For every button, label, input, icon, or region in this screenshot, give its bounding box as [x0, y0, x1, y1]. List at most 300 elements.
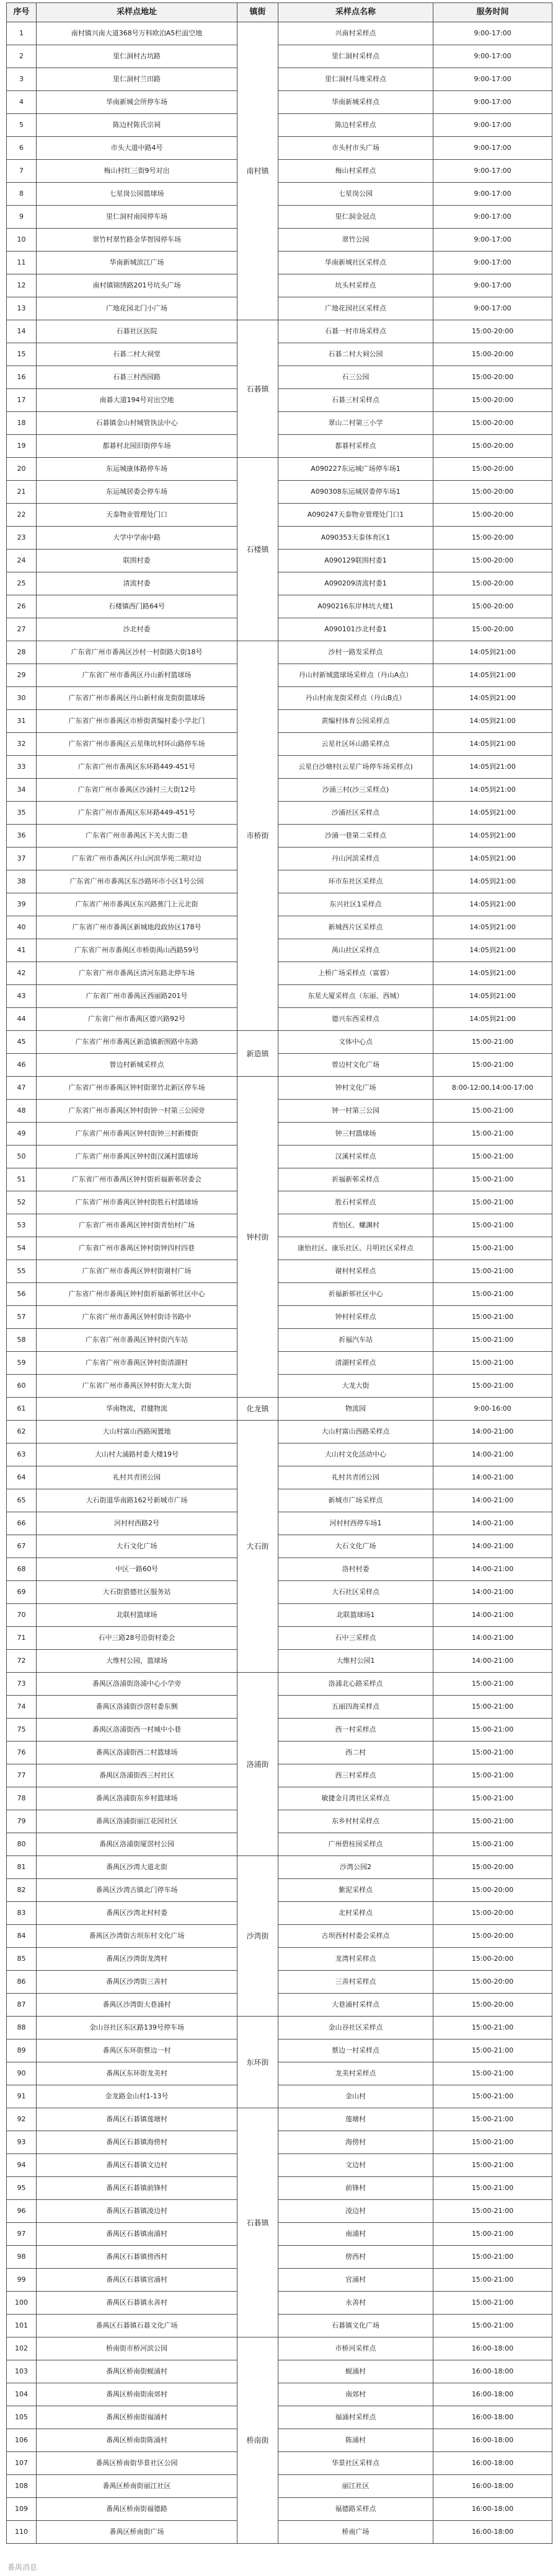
cell-site-name: 祈福新邨社区中心	[278, 1283, 433, 1306]
cell-town: 化龙镇	[237, 1398, 278, 1421]
cell-index: 76	[7, 1741, 37, 1764]
cell-site-name: A090353天泰体育区1	[278, 527, 433, 550]
cell-index: 9	[7, 206, 37, 229]
cell-service-time: 9:00-17:00	[433, 206, 552, 229]
table-row	[7, 137, 552, 160]
cell-address: 广东省广州市番禺区钟村街汽车站	[37, 1329, 237, 1352]
cell-address: 广东省广州市番禺区德兴路92号	[37, 1008, 237, 1031]
table-row	[7, 756, 552, 779]
table-row	[7, 848, 552, 870]
cell-index: 1	[7, 22, 37, 45]
cell-site-name: 坑头村采样点	[278, 274, 433, 297]
cell-address: 中区一路60号	[37, 1558, 237, 1581]
table-row	[7, 206, 552, 229]
cell-service-time: 15:00-21:00	[433, 1329, 552, 1352]
table-row	[7, 2337, 552, 2360]
table-row	[7, 1031, 552, 1054]
cell-index: 61	[7, 1398, 37, 1421]
cell-address: 番禺区沙湾街龙湾村	[37, 1948, 237, 1971]
cell-site-name: 五丽四海采样点	[278, 1696, 433, 1719]
table-row	[7, 550, 552, 572]
table-row	[7, 68, 552, 91]
table-row	[7, 1535, 552, 1558]
cell-site-name: 华南新城采样点	[278, 91, 433, 114]
cell-service-time: 15:00-21:00	[433, 2154, 552, 2177]
table-row	[7, 1810, 552, 1833]
table-row	[7, 45, 552, 68]
cell-index: 106	[7, 2429, 37, 2452]
cell-index: 89	[7, 2039, 37, 2062]
table-row	[7, 1398, 552, 1421]
table-row	[7, 1489, 552, 1512]
cell-service-time: 15:00-20:00	[433, 481, 552, 504]
table-row	[7, 939, 552, 962]
cell-index: 18	[7, 412, 37, 435]
cell-address: 广东省广州市番禺区钟村街翠竹北新区停车场	[37, 1077, 237, 1100]
cell-site-name: 翠山二村第三小学	[278, 412, 433, 435]
cell-service-time: 15:00-21:00	[433, 2315, 552, 2337]
cell-site-name: 西一村采样点	[278, 1719, 433, 1741]
cell-service-time: 14:05到21:00	[433, 664, 552, 687]
cell-site-name: 龙美村采样点	[278, 2062, 433, 2085]
cell-site-name: 新城市广场采样点	[278, 1489, 433, 1512]
cell-service-time: 14:00-21:00	[433, 1581, 552, 1604]
cell-index: 48	[7, 1100, 37, 1123]
cell-site-name: 曾边村文化广场	[278, 1054, 433, 1077]
cell-index: 5	[7, 114, 37, 137]
cell-address: 广东省广州市番禺区沙涌村三大街12号	[37, 779, 237, 802]
cell-site-name: 东兴社区1采样点	[278, 893, 433, 916]
cell-site-name: 莲塘村	[278, 2108, 433, 2131]
table-row	[7, 779, 552, 802]
cell-site-name: 永善村	[278, 2292, 433, 2315]
table-row	[7, 916, 552, 939]
table-row	[7, 2452, 552, 2475]
table-row	[7, 2108, 552, 2131]
cell-service-time: 14:05到21:00	[433, 848, 552, 870]
cell-site-name: 新城西片区采样点	[278, 916, 433, 939]
table-row	[7, 2383, 552, 2406]
sampling-points-document	[6, 2, 552, 2544]
cell-address: 广东省广州市番禺区钟村街祈福新邨居委会	[37, 1168, 237, 1191]
cell-site-name: 前锋村	[278, 2177, 433, 2200]
cell-service-time: 16:00-18:00	[433, 2498, 552, 2521]
cell-site-name: 沙涌三村(沙三采样点)	[278, 779, 433, 802]
cell-service-time: 9:00-17:00	[433, 297, 552, 320]
cell-index: 33	[7, 756, 37, 779]
cell-site-name: 金山谷社区采样点	[278, 2017, 433, 2039]
cell-site-name: 傍西村	[278, 2246, 433, 2269]
cell-site-name: 陈边村采样点	[278, 114, 433, 137]
cell-address: 番禺区洛浦街西二村篮球场	[37, 1741, 237, 1764]
cell-index: 52	[7, 1191, 37, 1214]
cell-index: 70	[7, 1604, 37, 1627]
cell-address: 广东省广州市番禺区钟村街胜石村篮球场	[37, 1191, 237, 1214]
cell-index: 15	[7, 343, 37, 366]
table-body	[7, 22, 552, 2544]
cell-index: 63	[7, 1444, 37, 1466]
table-row	[7, 1673, 552, 1696]
cell-index: 86	[7, 1971, 37, 1994]
cell-index: 3	[7, 68, 37, 91]
cell-address: 番禺区东环街龙美村	[37, 2062, 237, 2085]
cell-site-name: 北村采样点	[278, 1902, 433, 1925]
cell-service-time: 14:05到21:00	[433, 825, 552, 848]
cell-site-name: 丽江社区	[278, 2475, 433, 2498]
cell-service-time: 14:00-21:00	[433, 1466, 552, 1489]
table-row	[7, 229, 552, 252]
cell-service-time: 15:00-20:00	[433, 320, 552, 343]
cell-index: 36	[7, 825, 37, 848]
cell-index: 58	[7, 1329, 37, 1352]
cell-address: 金龙路金山村1-13号	[37, 2085, 237, 2108]
cell-address: 番禺区洛浦街西三村社区	[37, 1764, 237, 1787]
header-address: 采样点地址	[37, 3, 237, 22]
cell-site-name: 华景社区采样点	[278, 2452, 433, 2475]
cell-service-time: 15:00-21:00	[433, 2017, 552, 2039]
cell-service-time: 15:00-21:00	[433, 1123, 552, 1146]
table-row	[7, 595, 552, 618]
table-row	[7, 1604, 552, 1627]
table-row	[7, 870, 552, 893]
cell-service-time: 9:00-17:00	[433, 252, 552, 274]
cell-address: 广地花园北门小广场	[37, 297, 237, 320]
cell-service-time: 15:00-21:00	[433, 1810, 552, 1833]
table-row	[7, 2039, 552, 2062]
table-row	[7, 664, 552, 687]
cell-service-time: 15:00-20:00	[433, 572, 552, 595]
cell-index: 53	[7, 1214, 37, 1237]
cell-index: 26	[7, 595, 37, 618]
cell-service-time: 14:00-21:00	[433, 1512, 552, 1535]
cell-site-name: 石碁一村市场采样点	[278, 320, 433, 343]
cell-address: 番禺区沙湾街三善村	[37, 1971, 237, 1994]
table-row	[7, 2177, 552, 2200]
cell-index: 21	[7, 481, 37, 504]
cell-site-name: 兴南村采样点	[278, 22, 433, 45]
cell-service-time: 14:05到21:00	[433, 733, 552, 756]
cell-address: 翠竹村翠竹路金华智园停车场	[37, 229, 237, 252]
cell-service-time: 9:00-17:00	[433, 45, 552, 68]
cell-site-name: 七星岗公园	[278, 183, 433, 206]
cell-service-time: 15:00-20:00	[433, 389, 552, 412]
table-row	[7, 1352, 552, 1375]
table-row	[7, 1168, 552, 1191]
cell-service-time: 8:00-12:00,14:00-17:00	[433, 1077, 552, 1100]
cell-site-name: 洛村村委	[278, 1558, 433, 1581]
table-row	[7, 412, 552, 435]
cell-site-name: 华南新城社区采样点	[278, 252, 433, 274]
cell-index: 92	[7, 2108, 37, 2131]
cell-address: 广东省广州市番禺区钟村街清湖村	[37, 1352, 237, 1375]
table-row	[7, 1696, 552, 1719]
cell-index: 101	[7, 2315, 37, 2337]
cell-address: 广东省广州市番禺区钟村街谢村广场	[37, 1260, 237, 1283]
cell-site-name: 钟村村采样点	[278, 1306, 433, 1329]
cell-address: 石中三路28号沿街村委会	[37, 1627, 237, 1650]
cell-index: 20	[7, 458, 37, 481]
cell-site-name: 大龙大街	[278, 1375, 433, 1398]
cell-town: 钟村街	[237, 1077, 278, 1398]
table-row	[7, 1787, 552, 1810]
table-row	[7, 1214, 552, 1237]
cell-service-time: 15:00-21:00	[433, 1719, 552, 1741]
cell-site-name: 德兴东西采样点	[278, 1008, 433, 1031]
cell-site-name: 梅山村采样点	[278, 160, 433, 183]
table-row	[7, 1856, 552, 1879]
cell-index: 12	[7, 274, 37, 297]
table-row	[7, 1444, 552, 1466]
cell-address: 番禺区石碁镇文边村	[37, 2154, 237, 2177]
cell-address: 番禺区沙湾古镇北门停车场	[37, 1879, 237, 1902]
cell-site-name: 北联篮球场1	[278, 1604, 433, 1627]
cell-address: 广东省广州市番禺区市桥街禺山西路59号	[37, 939, 237, 962]
table-row	[7, 2498, 552, 2521]
table-row	[7, 1237, 552, 1260]
table-row	[7, 1627, 552, 1650]
cell-address: 广东省广州市番禺区云星珠坑村环山路停车场	[37, 733, 237, 756]
cell-address: 华南新城滨江广场	[37, 252, 237, 274]
cell-index: 54	[7, 1237, 37, 1260]
cell-index: 88	[7, 2017, 37, 2039]
cell-address: 陈边村陈氏宗祠	[37, 114, 237, 137]
table-row	[7, 366, 552, 389]
cell-site-name: 钟三村篮球场	[278, 1123, 433, 1146]
table-row	[7, 2521, 552, 2544]
table-row	[7, 2292, 552, 2315]
cell-site-name: 市头村市头广场	[278, 137, 433, 160]
cell-index: 77	[7, 1764, 37, 1787]
cell-site-name: 西三村采样点	[278, 1764, 433, 1787]
cell-address: 都碁村北园旧街停车场	[37, 435, 237, 458]
cell-index: 23	[7, 527, 37, 550]
cell-address: 番禺区石碁镇官涌村	[37, 2269, 237, 2292]
cell-site-name: 翠竹公园	[278, 229, 433, 252]
cell-site-name: 福涌村采样点	[278, 2406, 433, 2429]
cell-address: 番禺区石碁镇前锋村	[37, 2177, 237, 2200]
cell-service-time: 9:00-17:00	[433, 183, 552, 206]
cell-site-name: 沙湾公园2	[278, 1856, 433, 1879]
cell-index: 8	[7, 183, 37, 206]
cell-service-time: 9:00-16:00	[433, 1398, 552, 1421]
cell-service-time: 15:00-20:00	[433, 1902, 552, 1925]
cell-service-time: 15:00-20:00	[433, 1948, 552, 1971]
cell-index: 13	[7, 297, 37, 320]
cell-address: 七星岗公园篮球场	[37, 183, 237, 206]
cell-service-time: 15:00-21:00	[433, 1214, 552, 1237]
table-row	[7, 1008, 552, 1031]
cell-site-name: 祈福新邨采样点	[278, 1168, 433, 1191]
cell-site-name: 环市东社区采样点	[278, 870, 433, 893]
cell-index: 6	[7, 137, 37, 160]
cell-site-name: 石碁二村大祠公园	[278, 343, 433, 366]
cell-address: 天泰物业管理处门口	[37, 504, 237, 527]
cell-index: 85	[7, 1948, 37, 1971]
cell-address: 广东省广州市番禺区钟村街钟一村第三公园旁	[37, 1100, 237, 1123]
cell-address: 大山村大涌路村委大楼19号	[37, 1444, 237, 1466]
cell-service-time: 15:00-21:00	[433, 1787, 552, 1810]
cell-service-time: 14:00-21:00	[433, 1558, 552, 1581]
cell-index: 100	[7, 2292, 37, 2315]
table-row	[7, 320, 552, 343]
cell-index: 39	[7, 893, 37, 916]
cell-index: 35	[7, 802, 37, 825]
cell-service-time: 15:00-21:00	[433, 1191, 552, 1214]
cell-address: 礼村共青团公园	[37, 1466, 237, 1489]
cell-service-time: 15:00-21:00	[433, 2039, 552, 2062]
cell-site-name: 洛浦北心路采样点	[278, 1673, 433, 1696]
cell-service-time: 15:00-20:00	[433, 1994, 552, 2017]
cell-service-time: 14:05到21:00	[433, 1008, 552, 1031]
cell-address: 番禺区桥南街蚬涌村	[37, 2360, 237, 2383]
cell-index: 24	[7, 550, 37, 572]
cell-service-time: 15:00-21:00	[433, 1375, 552, 1398]
cell-site-name: 上桥广场采样点（富蓉）	[278, 962, 433, 985]
cell-service-time: 9:00-17:00	[433, 22, 552, 45]
cell-site-name: 紫泥采样点	[278, 1879, 433, 1902]
cell-index: 11	[7, 252, 37, 274]
cell-service-time: 15:00-20:00	[433, 1925, 552, 1948]
table-row	[7, 1077, 552, 1100]
cell-site-name: 海傍村	[278, 2131, 433, 2154]
cell-service-time: 15:00-21:00	[433, 1741, 552, 1764]
table-row	[7, 2062, 552, 2085]
cell-service-time: 15:00-21:00	[433, 2269, 552, 2292]
table-row	[7, 2085, 552, 2108]
cell-service-time: 15:00-21:00	[433, 2108, 552, 2131]
cell-site-name: 里仁洞金冠点	[278, 206, 433, 229]
cell-site-name: 文边村	[278, 2154, 433, 2177]
cell-town: 桥南街	[237, 2337, 278, 2544]
cell-site-name: 福德路采样点	[278, 2498, 433, 2521]
cell-address: 番禺区桥南街广场	[37, 2521, 237, 2544]
cell-service-time: 15:00-21:00	[433, 1100, 552, 1123]
header-site-name: 采样点名称	[278, 3, 433, 22]
cell-site-name: 祈福汽车站	[278, 1329, 433, 1352]
cell-address: 广东省广州市番禺区东环路449-451号	[37, 756, 237, 779]
cell-site-name: 里仁洞村马堆采样点	[278, 68, 433, 91]
table-row	[7, 1466, 552, 1489]
cell-address: 清流村委	[37, 572, 237, 595]
cell-address: 里仁洞村南园停车场	[37, 206, 237, 229]
cell-town: 南村镇	[237, 22, 278, 320]
cell-index: 67	[7, 1535, 37, 1558]
cell-index: 107	[7, 2452, 37, 2475]
table-row	[7, 2429, 552, 2452]
cell-site-name: 市桥河采样点	[278, 2337, 433, 2360]
cell-address: 广东省广州市番禺区丹山新村篮球场	[37, 664, 237, 687]
cell-address: 沙北村委	[37, 618, 237, 641]
cell-service-time: 15:00-20:00	[433, 595, 552, 618]
cell-index: 51	[7, 1168, 37, 1191]
cell-address: 北联村篮球场	[37, 1604, 237, 1627]
cell-site-name: A090216东岸林坑大楼1	[278, 595, 433, 618]
cell-site-name: A090129联围村委1	[278, 550, 433, 572]
cell-site-name: 古坝西村村委会采样点	[278, 1925, 433, 1948]
cell-address: 华南物流，君健物流	[37, 1398, 237, 1421]
cell-address: 梅山村红三街9号对出	[37, 160, 237, 183]
cell-address: 广东省广州市番禺区市桥街黄编村委小学北门	[37, 710, 237, 733]
cell-site-name: 金山村	[278, 2085, 433, 2108]
cell-address: 番禺区石碁镇永善村	[37, 2292, 237, 2315]
table-row	[7, 1421, 552, 1444]
table-row	[7, 458, 552, 481]
cell-service-time: 16:00-18:00	[433, 2383, 552, 2406]
table-row	[7, 1100, 552, 1123]
cell-service-time: 15:00-21:00	[433, 2292, 552, 2315]
cell-index: 41	[7, 939, 37, 962]
cell-service-time: 14:00-21:00	[433, 1489, 552, 1512]
cell-service-time: 15:00-21:00	[433, 1031, 552, 1054]
cell-address: 南村镇兴南大道368号万科欧泊A5栏面空地	[37, 22, 237, 45]
cell-service-time: 15:00-21:00	[433, 2200, 552, 2223]
cell-site-name: 大山村文化活动中心	[278, 1444, 433, 1466]
cell-service-time: 15:00-20:00	[433, 343, 552, 366]
cell-index: 2	[7, 45, 37, 68]
cell-address: 番禺区石碁镇石碁文化广场	[37, 2315, 237, 2337]
cell-site-name: 东乡村村采样点	[278, 1810, 433, 1833]
table-row	[7, 1329, 552, 1352]
cell-address: 番禺区沙湾街大巷涌村	[37, 1994, 237, 2017]
cell-address: 广东省广州市番禺区钟村街诗书路中	[37, 1306, 237, 1329]
table-row	[7, 802, 552, 825]
cell-service-time: 14:05到21:00	[433, 893, 552, 916]
cell-index: 108	[7, 2475, 37, 2498]
table-row	[7, 2360, 552, 2383]
cell-index: 49	[7, 1123, 37, 1146]
cell-address: 大石文化广场	[37, 1535, 237, 1558]
table-row	[7, 504, 552, 527]
cell-service-time: 14:00-21:00	[433, 1421, 552, 1444]
cell-address: 石碁三村西园路	[37, 366, 237, 389]
cell-town: 石碁镇	[237, 320, 278, 458]
cell-service-time: 15:00-21:00	[433, 1168, 552, 1191]
cell-service-time: 15:00-21:00	[433, 2246, 552, 2269]
cell-service-time: 15:00-20:00	[433, 527, 552, 550]
cell-site-name: 沙涌一巷第二采样点	[278, 825, 433, 848]
table-row	[7, 618, 552, 641]
cell-service-time: 9:00-17:00	[433, 91, 552, 114]
table-row	[7, 22, 552, 45]
cell-service-time: 16:00-18:00	[433, 2521, 552, 2544]
cell-address: 大学中学南中路	[37, 527, 237, 550]
cell-address: 番禺区洛浦街东乡村篮球场	[37, 1787, 237, 1810]
cell-index: 19	[7, 435, 37, 458]
cell-service-time: 15:00-20:00	[433, 435, 552, 458]
cell-index: 56	[7, 1283, 37, 1306]
cell-service-time: 15:00-21:00	[433, 2223, 552, 2246]
cell-index: 68	[7, 1558, 37, 1581]
cell-address: 东运城居委会停车场	[37, 481, 237, 504]
table-row	[7, 1971, 552, 1994]
cell-site-name: 丹山河滨采样点	[278, 848, 433, 870]
source-watermark: 番禺消息	[7, 2563, 38, 2572]
cell-service-time: 9:00-17:00	[433, 160, 552, 183]
cell-site-name: 云星白沙塘村(云星广场停车场采样点)	[278, 756, 433, 779]
cell-town: 石碁镇	[237, 2108, 278, 2337]
cell-service-time: 15:00-21:00	[433, 1352, 552, 1375]
table-row	[7, 389, 552, 412]
cell-service-time: 15:00-20:00	[433, 1856, 552, 1879]
cell-service-time: 9:00-17:00	[433, 137, 552, 160]
cell-index: 30	[7, 687, 37, 710]
cell-service-time: 16:00-18:00	[433, 2429, 552, 2452]
cell-address: 广东省广州市番禺区沙村一村街路大街18号	[37, 641, 237, 664]
cell-site-name: 大维村公园1	[278, 1650, 433, 1673]
cell-address: 联围村委	[37, 550, 237, 572]
table-row	[7, 1306, 552, 1329]
cell-address: 番禺区洛浦街厦滘村公园	[37, 1833, 237, 1856]
